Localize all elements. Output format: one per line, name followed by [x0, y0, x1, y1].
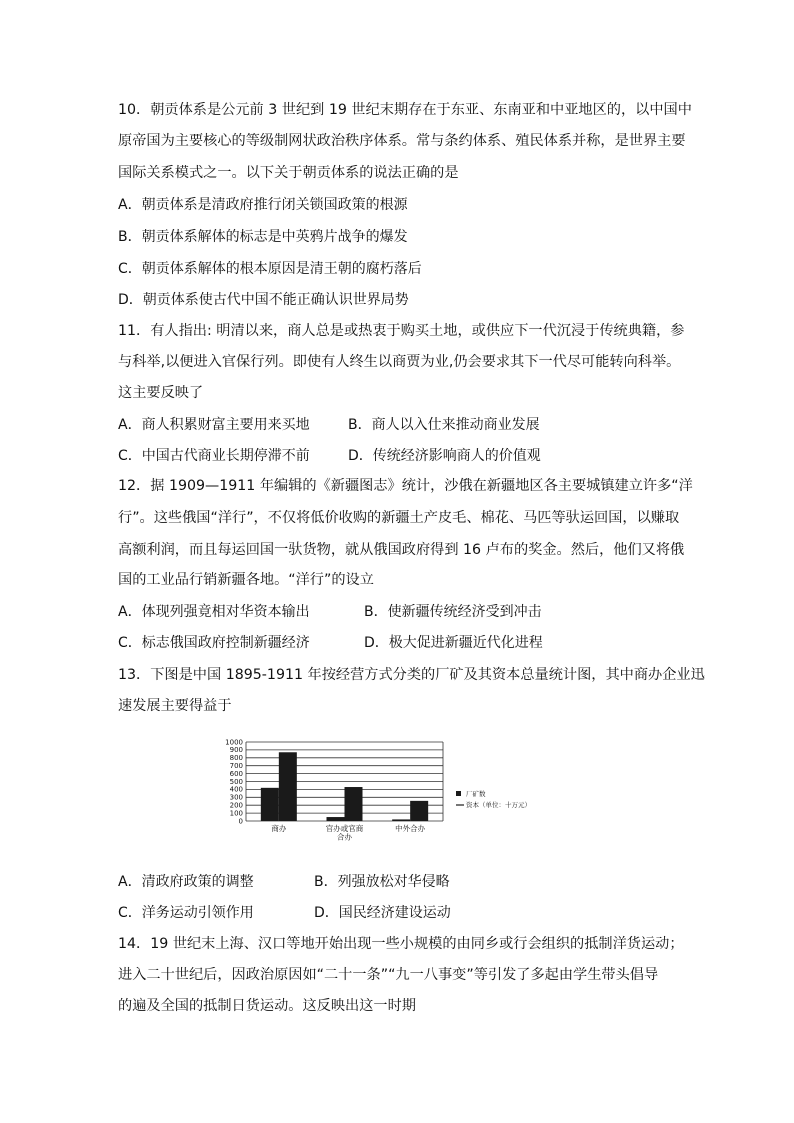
chart-bars — [261, 752, 428, 821]
question-13-stem-line: 速发展主要得益于 — [118, 698, 232, 714]
chart-bar-factories — [261, 788, 279, 821]
question-14-stem-line: 进入二十世纪后，因政治原因如“二十一条”“九一八事变”等引发了多起由学生带头倡导 — [118, 967, 659, 983]
question-12-stem-line: 国的工业品行销新疆各地。“洋行”的设立 — [118, 572, 374, 588]
chart-y-tick-label: 600 — [229, 769, 243, 778]
chart-y-tick-label: 700 — [229, 762, 243, 770]
question-12-stem-line: 12．据 1909—1911 年编辑的《新疆图志》统计，沙俄在新疆地区各主要城镇建立许多“洋 — [118, 478, 693, 494]
chart-bar-factories — [392, 819, 410, 821]
question-11-option-b: B．商人以入仕来推动商业发展 — [348, 417, 540, 433]
question-12-option-b: B．使新疆传统经济受到冲击 — [364, 604, 542, 620]
question-14-stem-line: 的遍及全国的抵制日货运动。这反映出这一时期 — [118, 998, 416, 1014]
question-13-option-d: D．国民经济建设运动 — [314, 905, 451, 921]
chart-y-tick-label: 900 — [229, 746, 243, 755]
chart-category-labels — [271, 823, 425, 842]
question-12-stem-line: 高额利润，而且每运回国一驮货物，就从俄国政府得到 16 卢布的奖金。然后，他们又将俄 — [118, 542, 685, 558]
question-10-option-d: D．朝贡体系使古代中国不能正确认识世界局势 — [118, 292, 409, 308]
question-10-stem-line: 国际关系模式之一。以下关于朝贡体系的说法正确的是 — [118, 165, 459, 181]
question-11-option-d: D．传统经济影响商人的价值观 — [348, 448, 541, 464]
question-13-option-b: B．列强放松对华侵略 — [314, 874, 450, 890]
chart-category-label: 合办 — [337, 832, 352, 842]
chart-y-tick-label: 1000 — [225, 738, 243, 747]
question-11-stem-line: 与科举,以便进入官保行列。即使有人终生以商贾为业,仍会要求其下一代尽可能转向科举。 — [118, 354, 681, 370]
question-13-option-a: A．清政府政策的调整 — [118, 874, 254, 890]
legend-label-factories: 厂矿数 — [466, 790, 486, 798]
chart-y-tick-label: 500 — [229, 777, 243, 786]
legend-label-capital: 资本（单位：十万元） — [466, 801, 531, 809]
chart-y-tick-label: 300 — [229, 793, 243, 802]
question-10-option-b: B．朝贡体系解体的标志是中英鸦片战争的爆发 — [118, 229, 408, 245]
chart-legend — [456, 789, 531, 809]
question-11-stem-line: 11．有人指出: 明清以来，商人总是或热衷于购买土地，或供应下一代沉浸于传统典籍，参 — [118, 323, 685, 339]
question-10-option-c: C．朝贡体系解体的根本原因是清王朝的腐朽落后 — [118, 261, 422, 277]
question-12-option-a: A．体现列强竟相对华资本输出 — [118, 604, 310, 620]
question-13-stem-line: 13．下图是中国 1895-1911 年按经营方式分类的厂矿及其资本总量统计图，其中商办企业迅 — [118, 667, 705, 683]
question-12-stem-line: 行”。这些俄国“洋行”，不仅将低价收购的新疆土产皮毛、棉花、马匹等驮运回国，以赚取 — [118, 510, 680, 526]
chart-y-tick-label: 0 — [238, 817, 243, 826]
question-10-stem-line: 10．朝贡体系是公元前 3 世纪到 19 世纪末期存在于东亚、东南亚和中亚地区的，以中国中 — [118, 102, 692, 118]
question-12-option-d: D．极大促进新疆近代化进程 — [364, 635, 543, 651]
chart-y-tick-label: 200 — [229, 801, 243, 810]
legend-swatch-factories — [456, 791, 461, 796]
question-14-stem-line: 14．19 世纪末上海、汉口等地开始出现一些小规模的由同乡或行会组织的抵制洋货运动； — [118, 936, 684, 952]
chart-bar-capital — [410, 801, 428, 821]
question-13-option-c: C．洋务运动引领作用 — [118, 905, 254, 921]
chart-y-tick-label: 100 — [229, 809, 243, 818]
question-10-stem-line: 原帝国为主要核心的等级制网状政治秩序体系。常与条约体系、殖民体系并称，是世界主要 — [118, 133, 686, 149]
chart-bar-capital — [279, 752, 297, 821]
question-12-option-c: C．标志俄国政府控制新疆经济 — [118, 635, 310, 651]
question-10-option-a: A．朝贡体系是清政府推行闭关锁国政策的根源 — [118, 197, 408, 213]
chart-category-label: 商办 — [271, 824, 287, 833]
question-11-stem-line: 这主要反映了 — [118, 385, 204, 401]
factory-capital-bar-chart — [210, 736, 590, 848]
chart-category-label: 官办或官商 — [325, 824, 364, 833]
chart-y-tick-labels — [225, 738, 243, 825]
question-11-option-a: A．商人积累财富主要用来买地 — [118, 417, 310, 433]
chart-y-tick-label: 400 — [229, 785, 243, 794]
chart-y-tick-label: 800 — [229, 754, 243, 763]
question-11-option-c: C．中国古代商业长期停滞不前 — [118, 448, 310, 464]
chart-bar-factories — [327, 817, 345, 821]
chart-bar-capital — [345, 787, 363, 821]
chart-category-label: 中外合办 — [395, 824, 426, 833]
